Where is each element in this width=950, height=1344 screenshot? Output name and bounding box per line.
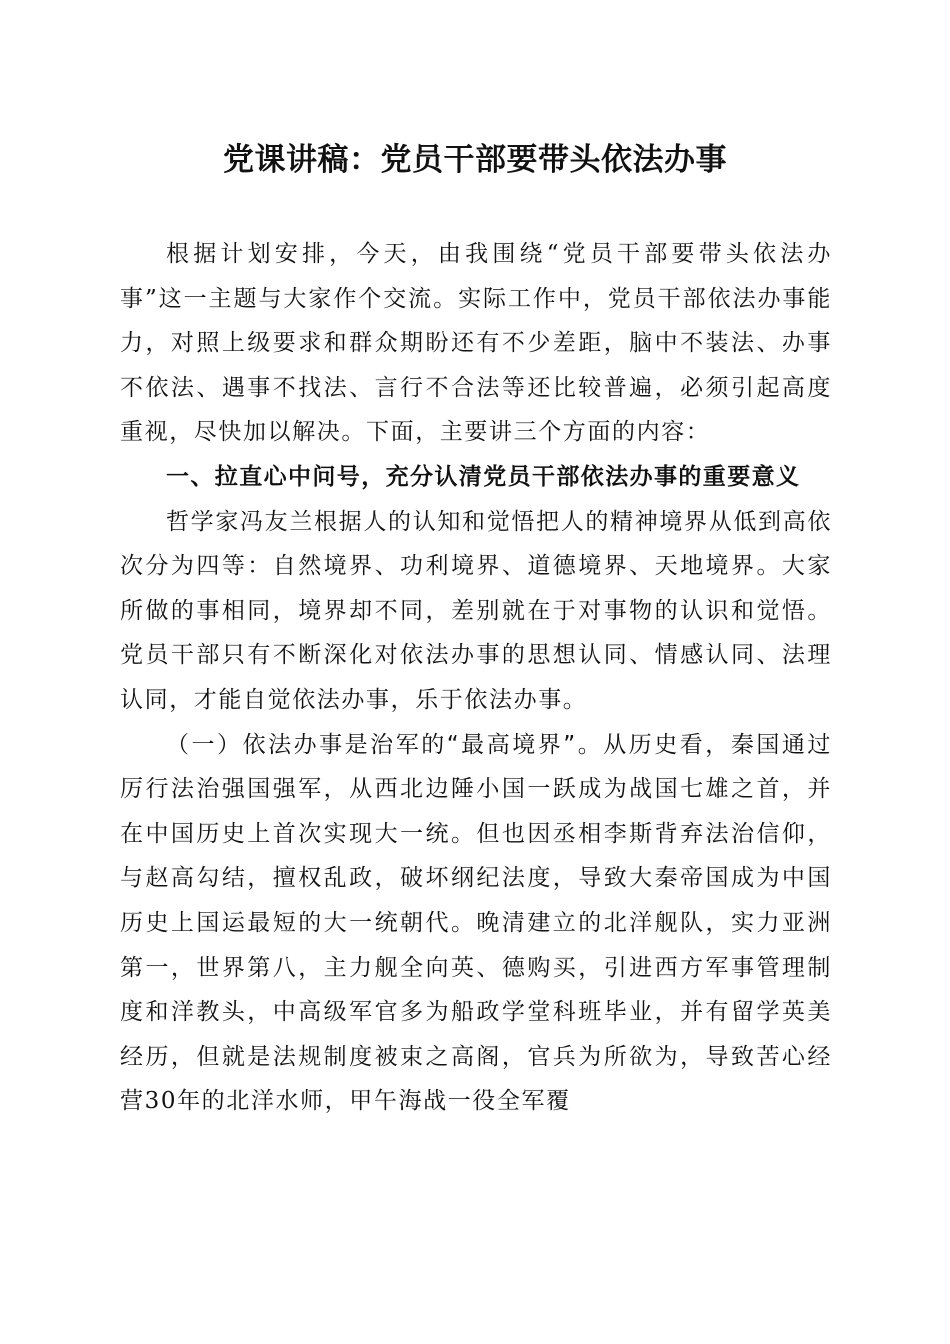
- document-body: [120, 232, 832, 1124]
- subsection-body: 从历史看，秦国通过厉行法治强国强军，从西北边陲小国一跃成为战国七雄之首，并在中国历史上首次实现大一统。但也因丞相李斯背弃法治信仰，与赵高勾结，擅权乱政，破坏纲纪法度，导致大秦帝国成为中国历史上国运最短的大一统朝代。晚清建立的北洋舰队，实力亚洲第一，世界第八，主力舰全向英、德购买，引进西方军事管理制度和洋教头，中高级军官多为船政学堂科班毕业，并有留学英美经历，但就是法规制度被束之高阁，官兵为所欲为，导致苦心经营30年的北洋水师，甲午海战一役全军覆: [120, 731, 832, 1115]
- paragraph-subsection-1: [120, 723, 832, 1124]
- document-title: 党课讲稿：党员干部要带头依法办事: [223, 142, 727, 178]
- paragraph-philosophy: 哲学家冯友兰根据人的认知和觉悟把人的精神境界从低到高依次分为四等：自然境界、功利境界、道德境界、天地境界。大家所做的事相同，境界却不同，差别就在于对事物的认识和觉悟。党员干部只有不断深化对依法办事的思想认同、情感认同、法理认同，才能自觉依法办事，乐于依法办事。: [120, 508, 832, 713]
- paragraph-intro: 根据计划安排，今天，由我围绕“党员干部要带头依法办事”这一主题与大家作个交流。实际工作中，党员干部依法办事能力，对照上级要求和群众期盼还有不少差距，脑中不装法、办事不依法、遇事不找法、言行不合法等还比较普遍，必须引起高度重视，尽快加以解决。下面，主要讲三个方面的内容：: [120, 241, 832, 446]
- subsection-lead: （一）依法办事是治军的“最高境界”。: [166, 731, 604, 758]
- section-heading-1: 一、拉直心中问号，充分认清党员干部依法办事的重要意义: [166, 463, 801, 490]
